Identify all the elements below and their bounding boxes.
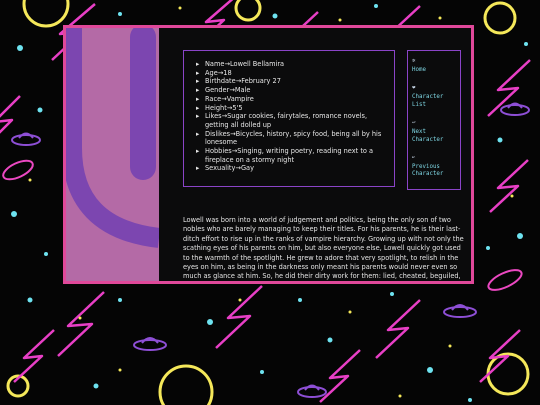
bullet-icon: ▸ bbox=[196, 77, 200, 86]
attribute-value: Lowell Bellamira bbox=[229, 60, 285, 68]
attribute-item bbox=[196, 164, 386, 173]
attribute-key: Birthdate bbox=[205, 77, 236, 86]
arrow-icon: → bbox=[217, 68, 224, 77]
bullet-icon: ▸ bbox=[196, 86, 200, 95]
bullet-icon: ▸ bbox=[196, 164, 200, 173]
bullet-icon: ▸ bbox=[196, 94, 200, 103]
arrow-icon: → bbox=[221, 112, 228, 121]
bullet-icon: ▸ bbox=[196, 112, 200, 121]
attribute-item bbox=[196, 60, 386, 69]
attribute-item bbox=[196, 112, 386, 129]
arrow-icon: → bbox=[235, 164, 241, 173]
return-arrow-icon: ↩ bbox=[412, 120, 416, 127]
attribute-value: Singing, writing poetry, reading next to a fireplace on a stormy night bbox=[205, 147, 374, 164]
attribute-key: Sexuality bbox=[205, 164, 236, 173]
bullet-icon: ▸ bbox=[196, 60, 200, 68]
attribute-item bbox=[196, 95, 386, 104]
arrow-icon: → bbox=[226, 103, 233, 112]
nav-link-character-list[interactable]: Character List bbox=[412, 94, 444, 108]
arrow-icon: → bbox=[230, 129, 236, 138]
attribute-item bbox=[196, 104, 386, 113]
star-icon: ✲ bbox=[412, 58, 416, 64]
attribute-key: Race bbox=[205, 94, 222, 103]
navigation-panel bbox=[407, 50, 461, 190]
nav-link-next-character[interactable]: Next Character bbox=[412, 129, 444, 143]
character-info-panel bbox=[183, 50, 395, 187]
bullet-icon: ▸ bbox=[196, 68, 200, 77]
attribute-list bbox=[196, 60, 386, 173]
decorative-panel bbox=[66, 28, 159, 281]
attribute-value: February 27 bbox=[241, 77, 281, 86]
attribute-value: 5'5 bbox=[232, 103, 243, 112]
attribute-value: 18 bbox=[223, 68, 232, 77]
attribute-value: Sugar cookies, fairytales, romance novels, getting all dolled up bbox=[205, 112, 368, 129]
back-arrow-icon: ↜ bbox=[412, 155, 416, 162]
attribute-item bbox=[196, 86, 386, 95]
character-bio: Lowell was born into a world of judgement and politics, being the only son of two nobles who are barely managing to keep their titles. For his parents, he is their last-ditch effort to rise up in the ranks of vampire hierarchy. Growing up with not only the scathing eyes of his parents on him, but also everyone else, Lowell quickly got used to the warmth of the spotlight. He grew to adore that very spotlight, to relish in the eyes on him, as being in the darkness only meant his parents would never even so much as glance at him. So, he did their dirty work for them: lied, cheated, beguiled, bbox=[183, 216, 464, 281]
arrow-icon: → bbox=[221, 94, 227, 103]
attribute-item bbox=[196, 77, 386, 86]
attribute-value: Vampire bbox=[226, 94, 254, 103]
arrow-icon: → bbox=[229, 86, 235, 95]
letter-u-graphic bbox=[66, 28, 159, 281]
attribute-value: Male bbox=[234, 86, 251, 95]
nav-link-previous-character[interactable]: Previous Character bbox=[412, 164, 444, 178]
attribute-value: Bicycles, history, spicy food, being all by his lonesome bbox=[205, 129, 382, 147]
attribute-item bbox=[196, 147, 386, 164]
attribute-key: Name bbox=[205, 60, 225, 68]
attribute-item bbox=[196, 69, 386, 78]
arrow-icon: → bbox=[224, 60, 230, 68]
attribute-key: Height bbox=[205, 103, 227, 112]
profile-card bbox=[63, 25, 474, 284]
nav-link-home[interactable]: Home bbox=[412, 67, 426, 73]
bullet-icon: ▸ bbox=[196, 103, 200, 112]
attribute-key: Likes bbox=[205, 112, 222, 121]
attribute-key: Dislikes bbox=[205, 129, 231, 138]
attribute-item bbox=[196, 130, 386, 147]
attribute-value: Gay bbox=[240, 164, 254, 173]
arrow-icon: → bbox=[235, 77, 242, 86]
attribute-key: Gender bbox=[205, 86, 230, 95]
heart-icon: ❤ bbox=[412, 85, 416, 92]
attribute-key: Age bbox=[205, 68, 218, 77]
attribute-key: Hobbies bbox=[205, 147, 232, 156]
bullet-icon: ▸ bbox=[196, 129, 200, 138]
arrow-icon: → bbox=[231, 147, 238, 156]
bullet-icon: ▸ bbox=[196, 147, 200, 156]
